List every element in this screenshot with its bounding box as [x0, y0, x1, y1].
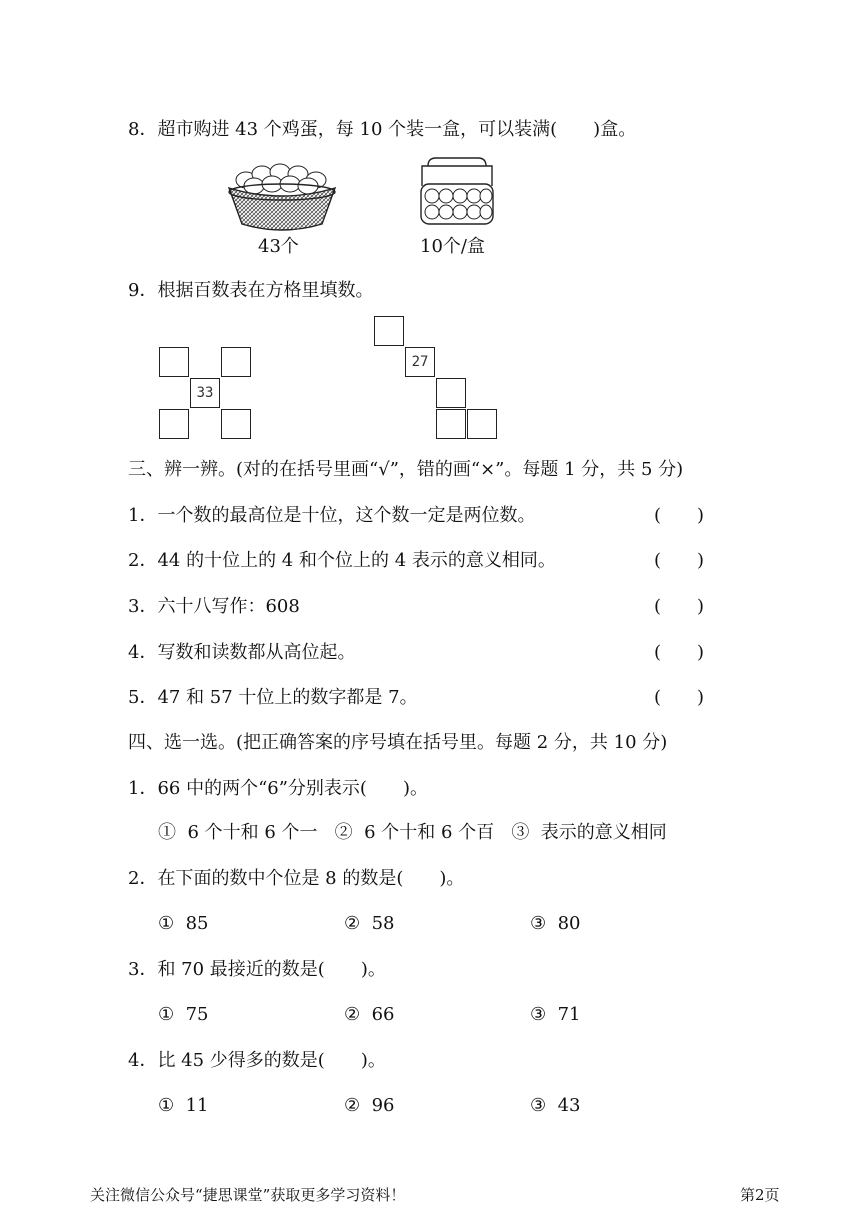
answer-parentheses[interactable]: ( )	[654, 687, 705, 708]
choice-option[interactable]: ② 66	[344, 1004, 395, 1025]
choice-option[interactable]: ② 96	[344, 1095, 395, 1116]
egg-box-illustration	[418, 156, 496, 228]
grid-cell[interactable]	[221, 409, 251, 439]
footer-promo: 关注微信公众号“捷思课堂”获取更多学习资料！	[90, 1186, 406, 1204]
judge-item-text: 5．47 和 57 十位上的数字都是 7。	[128, 687, 418, 708]
choice-option[interactable]: ① 75	[158, 1004, 209, 1025]
grid-cell[interactable]	[221, 347, 251, 377]
choice-options[interactable]: ① 6 个十和 6 个一 ② 6 个十和 6 个百 ③ 表示的意义相同	[158, 822, 667, 843]
answer-parentheses[interactable]: ( )	[654, 505, 705, 526]
judge-item-text: 3．六十八写作：608	[128, 596, 300, 617]
grid-cell-given: 27	[405, 347, 435, 377]
grid-cell[interactable]	[159, 409, 189, 439]
page-number: 第2页	[740, 1186, 780, 1204]
grid-cell[interactable]	[374, 316, 404, 346]
choice-option[interactable]: ③ 43	[530, 1095, 581, 1116]
answer-parentheses[interactable]: ( )	[654, 596, 705, 617]
grid-cell[interactable]	[467, 409, 497, 439]
grid-cell[interactable]	[159, 347, 189, 377]
section3-title: 三、辨一辨。(对的在括号里画“√”，错的画“×”。每题 1 分，共 5 分)	[128, 459, 684, 480]
choice-question: 1．66 中的两个“6”分别表示( )。	[128, 778, 428, 799]
box-caption: 10个/盒	[420, 236, 485, 257]
section4-title: 四、选一选。(把正确答案的序号填在括号里。每题 2 分，共 10 分)	[128, 732, 668, 753]
choice-question: 2．在下面的数中个位是 8 的数是( )。	[128, 868, 465, 889]
choice-option[interactable]: ① 11	[158, 1095, 209, 1116]
judge-item-text: 1．一个数的最高位是十位，这个数一定是两位数。	[128, 505, 536, 526]
answer-parentheses[interactable]: ( )	[654, 550, 705, 571]
grid-cell-given: 33	[190, 378, 220, 408]
judge-item-text: 2．44 的十位上的 4 和个位上的 4 表示的意义相同。	[128, 550, 556, 571]
q8-text: 8．超市购进 43 个鸡蛋，每 10 个装一盒，可以装满( )盒。	[128, 119, 637, 140]
choice-option[interactable]: ③ 80	[530, 913, 581, 934]
answer-parentheses[interactable]: ( )	[654, 642, 705, 663]
choice-question: 3．和 70 最接近的数是( )。	[128, 959, 386, 980]
grid-cell[interactable]	[436, 378, 466, 408]
choice-question: 4．比 45 少得多的数是( )。	[128, 1050, 386, 1071]
basket-caption: 43个	[258, 236, 299, 257]
choice-option[interactable]: ① 85	[158, 913, 209, 934]
q9-text: 9．根据百数表在方格里填数。	[128, 280, 374, 301]
grid-cell[interactable]	[436, 409, 466, 439]
egg-basket-illustration	[226, 158, 338, 238]
choice-option[interactable]: ② 58	[344, 913, 395, 934]
judge-item-text: 4．写数和读数都从高位起。	[128, 642, 356, 663]
choice-option[interactable]: ③ 71	[530, 1004, 581, 1025]
